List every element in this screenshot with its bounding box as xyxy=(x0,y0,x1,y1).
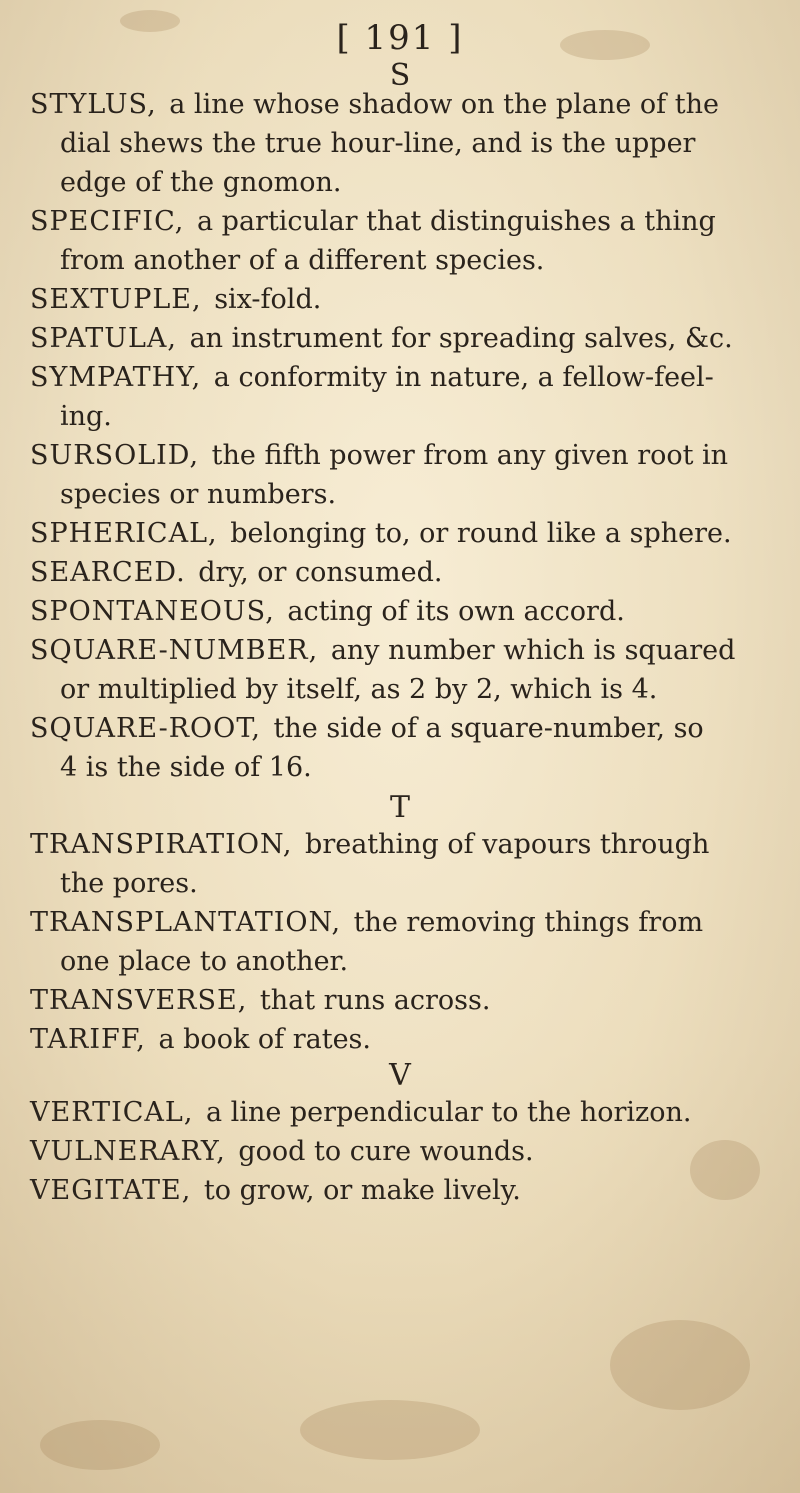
entry-term: SYMPATHY, xyxy=(30,362,202,393)
entry-term: SQUARE-ROOT, xyxy=(30,713,261,744)
entry-definition: a conformity in nature, a fellow-feel- xyxy=(213,362,714,393)
entry-definition: a line whose shadow on the plane of the xyxy=(169,89,719,120)
entry-definition: acting of its own accord. xyxy=(287,596,625,627)
entry-vegitate xyxy=(30,1171,790,1210)
entry-term: VERTICAL, xyxy=(30,1097,194,1128)
entry-term: TRANSPIRATION, xyxy=(30,829,293,860)
entry-term: TRANSVERSE, xyxy=(30,985,248,1016)
entry-definition: dry, or consumed. xyxy=(198,557,443,588)
entry-definition-cont: edge of the gnomon. xyxy=(60,167,342,198)
entry-term: TARIFF, xyxy=(30,1024,146,1055)
entry-specific xyxy=(30,202,790,280)
section-letter-v: V xyxy=(389,1058,411,1093)
entry-definition-cont: dial shews the true hour-line, and is the upper xyxy=(60,128,696,159)
entry-definition-cont: ing. xyxy=(60,401,112,432)
entry-sursolid xyxy=(30,436,790,514)
entry-sympathy xyxy=(30,358,790,436)
entry-definition: a line perpendicular to the horizon. xyxy=(206,1097,692,1128)
foxing-stain xyxy=(40,1420,160,1470)
entry-definition-cont: the pores. xyxy=(60,868,198,899)
entry-definition-cont: 4 is the side of 16. xyxy=(60,752,312,783)
entry-definition: a book of rates. xyxy=(158,1024,371,1055)
entry-spherical xyxy=(30,514,790,553)
entry-square-root xyxy=(30,709,790,787)
entry-term: TRANSPLANTATION, xyxy=(30,907,342,938)
entry-term: SPHERICAL, xyxy=(30,518,218,549)
entry-definition: that runs across. xyxy=(259,985,491,1016)
entry-term: VEGITATE, xyxy=(30,1175,192,1206)
entry-spatula xyxy=(30,319,790,358)
entry-definition: six-fold. xyxy=(214,284,322,315)
foxing-stain xyxy=(610,1320,750,1410)
entry-term: SPONTANEOUS, xyxy=(30,596,275,627)
entry-term: SPATULA, xyxy=(30,323,177,354)
entry-term: SEARCED. xyxy=(30,557,186,588)
entry-definition: breathing of vapours through xyxy=(305,829,710,860)
entry-searced xyxy=(30,553,790,592)
entry-term: SURSOLID, xyxy=(30,440,200,471)
entry-definition: an instrument for spreading salves, &c. xyxy=(189,323,733,354)
entry-term: SPECIFIC, xyxy=(30,206,185,237)
entry-term: SQUARE-NUMBER, xyxy=(30,635,319,666)
entry-definition: belonging to, or round like a sphere. xyxy=(230,518,732,549)
entry-definition: the side of a square-number, so xyxy=(273,713,704,744)
entry-term: STYLUS, xyxy=(30,89,157,120)
page-number: [ 191 ] xyxy=(336,18,464,58)
section-letter-s: S xyxy=(389,58,411,93)
entry-definition-cont: species or numbers. xyxy=(60,479,337,510)
entry-stylus xyxy=(30,85,790,202)
entry-sextuple xyxy=(30,280,790,319)
entry-term: VULNERARY, xyxy=(30,1136,226,1167)
entry-definition: any number which is squared xyxy=(330,635,736,666)
entry-definition: a particular that distinguishes a thing xyxy=(196,206,716,237)
entry-definition-cont: or multiplied by itself, as 2 by 2, which is 4. xyxy=(60,674,658,705)
entry-definition: the removing things from xyxy=(353,907,704,938)
section-letter-t: T xyxy=(389,790,410,825)
entry-definition: the fifth power from any given root in xyxy=(211,440,729,471)
entry-definition: good to cure wounds. xyxy=(238,1136,534,1167)
foxing-stain xyxy=(300,1400,480,1460)
entry-definition: to grow, or make lively. xyxy=(203,1175,521,1206)
entry-term: SEXTUPLE, xyxy=(30,284,202,315)
entry-definition-cont: one place to another. xyxy=(60,946,349,977)
entry-tariff xyxy=(30,1020,790,1059)
entry-definition-cont: from another of a different species. xyxy=(60,245,545,276)
entry-vulnerary xyxy=(30,1132,790,1171)
entry-transverse xyxy=(30,981,790,1020)
entry-transpiration xyxy=(30,825,790,903)
entry-spontaneous xyxy=(30,592,790,631)
entry-transplantation xyxy=(30,903,790,981)
entry-square-number xyxy=(30,631,790,709)
entry-vertical xyxy=(30,1093,790,1132)
